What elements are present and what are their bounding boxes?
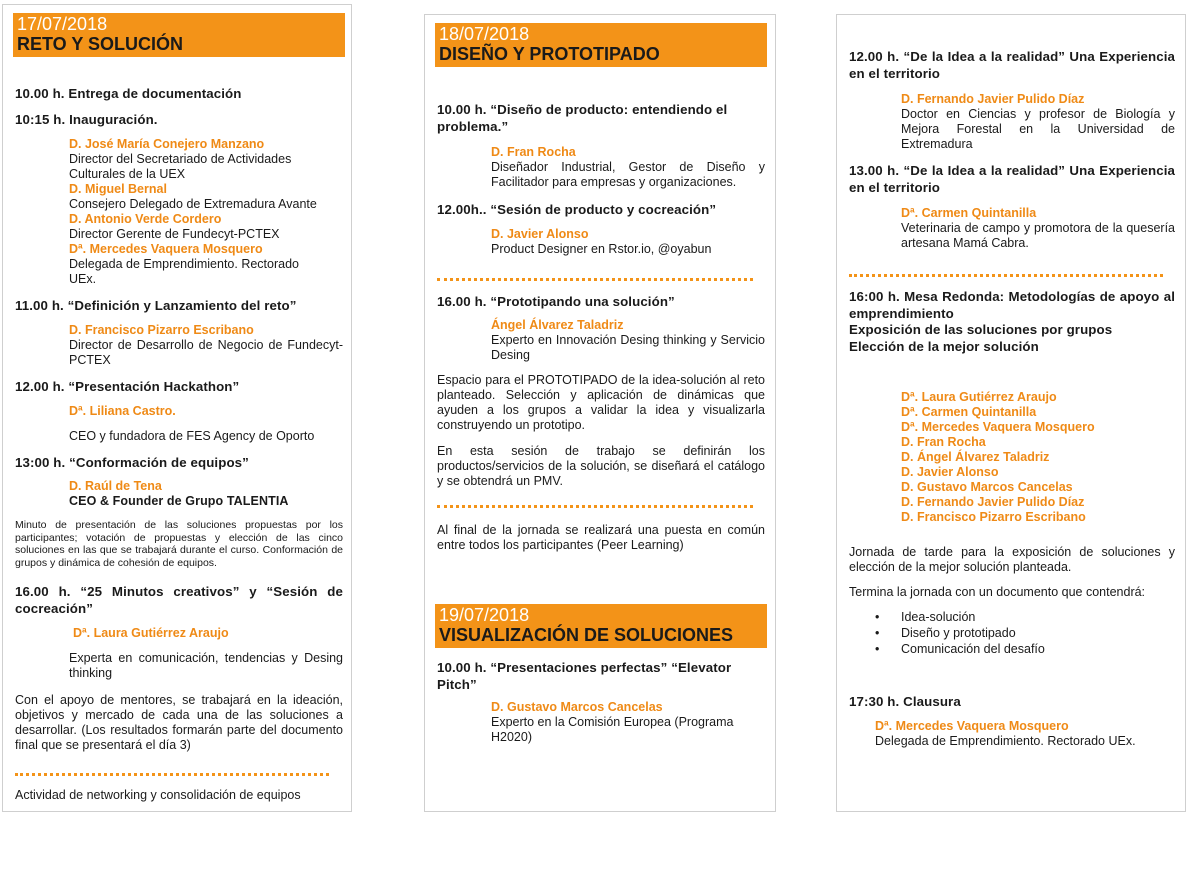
panelist-name: D. Ángel Álvarez Taladriz [901,450,1050,464]
speaker-role: CEO & Founder de Grupo TALENTIA [69,494,289,508]
panelist-name: Dª. Mercedes Vaquera Mosquero [901,420,1095,434]
panelist-name: Dª. Laura Gutiérrez Araujo [901,390,1057,404]
speaker [491,700,765,745]
list-item: • Comunicación del desafío [875,641,1165,657]
panelist-name: D. Gustavo Marcos Cancelas [901,480,1073,494]
speaker-role: Consejero Delegado de Extremadura Avante [69,197,317,211]
session-heading: 12.00 h. “Presentación Hackathon” [15,379,240,394]
session-heading: 13:00 h. “Conformación de equipos” [15,455,249,470]
round-table-panelists [901,390,1175,525]
panel-day-2 [424,14,776,812]
speaker-name: D. José María Conejero Manzano [69,137,265,151]
speaker-name: D. Miguel Bernal [69,182,167,196]
speaker-role: Diseñador Industrial, Gestor de Diseño y Facilitador para empresas y organizaciones. [491,160,765,189]
session-heading: 17:30 h. Clausura [849,694,961,709]
session-note: Minuto de presentación de las soluciones propuestas por los participantes; votación de propuestas y elección de las cinco soluciones en las que se trabajará durante el curso. Conformación de grupos y dinámica de cohesión de equipos. [15,519,343,569]
session-description: Al final de la jornada se realizará una puesta en común entre todos los participantes (Peer Learning) [437,523,765,552]
speaker-role: Veterinaria de campo y promotora de la quesería artesana Mamá Cabra. [901,221,1175,250]
session-heading: Exposición de las soluciones por grupos [849,322,1113,337]
speaker [491,145,765,190]
panelist-name: D. Fran Rocha [901,435,986,449]
speaker-role: Director del Secretariado de Actividades Culturales de la UEX [69,152,292,181]
session-heading: 11.00 h. “Definición y Lanzamiento del reto” [15,298,297,313]
speaker-name: Ángel Álvarez Taladriz [491,318,624,332]
day-1-header [13,13,345,57]
session-description: Jornada de tarde para la exposición de soluciones y elección de la mejor solución planteada. [849,545,1175,574]
session-heading: 10:15 h. Inauguración. [15,112,158,127]
session-heading: 10.00 h. “Diseño de producto: entendiendo el problema.” [437,102,728,134]
panelist-name: D. Fernando Javier Pulido Díaz [901,495,1085,509]
speaker-list [69,137,345,287]
day-2-header [435,23,767,67]
session-heading: 16.00 h. “25 Minutos creativos” y “Sesión de cocreación” [15,584,343,616]
speaker-role: Director Gerente de Fundecyt-PCTEX [69,227,280,241]
speaker-name: Dª. Liliana Castro. [69,404,176,418]
speaker-name: D. Antonio Verde Cordero [69,212,222,226]
speaker-name: D. Javier Alonso [491,227,589,241]
deliverables-list [875,609,1165,657]
session-description: Con el apoyo de mentores, se trabajará en la ideación, objetivos y mercado de cada una de las soluciones a desarrollar. (Los resultados formarán parte del documento final que se presentará el día 3) [15,693,343,752]
speaker-name: D. Francisco Pizarro Escribano [69,323,254,337]
list-item: • Diseño y prototipado [875,625,1165,641]
session-description: En esta sesión de trabajo se definirán los productos/servicios de la solución, se diseñará el catálogo y se obtendrá un PMV. [437,444,765,488]
day-3-date: 19/07/2018 [439,605,530,625]
speaker [875,719,1175,749]
speaker-role: Experta en comunicación, tendencias y Desing thinking [69,651,343,680]
speaker-role: Product Designer en Rstor.io, @oyabun [491,242,712,256]
day-2-date: 18/07/2018 [439,24,530,44]
day-3-title: VISUALIZACIÓN DE SOLUCIONES [439,625,734,645]
list-item: • Idea-solución [875,609,1165,625]
session-heading: 16:00 h. Mesa Redonda: Metodologías de apoyo al emprendimiento [849,289,1175,321]
dotted-divider [849,274,1163,277]
session-description: Espacio para el PROTOTIPADO de la idea-solución al reto planteado. Selección y aplicación de dinámicas que ayuden a los grupos a validar la idea y visualizarla construyendo un prototipo. [437,373,765,432]
dotted-divider [15,773,329,776]
speaker-role: CEO y fundadora de FES Agency de Oporto [69,429,315,443]
session-heading: 10.00 h. Entrega de documentación [15,86,242,101]
session-heading: Elección de la mejor solución [849,339,1039,354]
speaker-role: Experto en Innovación Desing thinking y Servicio Desing [491,333,765,362]
speaker-name: Dª. Laura Gutiérrez Araujo [73,626,229,640]
speaker-name: D. Gustavo Marcos Cancelas [491,700,663,714]
day-1-date: 17/07/2018 [17,14,108,34]
speaker [491,227,765,257]
speaker-role: Doctor en Ciencias y profesor de Biología y Mejora Forestal en la Universidad de Extremadura [901,107,1175,151]
speaker-role: Director de Desarrollo de Negocio de Fundecyt-PCTEX [69,338,343,367]
session-description: Termina la jornada con un documento que contendrá: [849,585,1146,599]
session-heading: 13.00 h. “De la Idea a la realidad” Una Experiencia en el territorio [849,163,1175,195]
speaker-name: Dª. Mercedes Vaquera Mosquero [69,242,263,256]
dotted-divider [437,505,753,508]
day-1-title: RETO Y SOLUCIÓN [17,34,184,54]
panelist-name: D. Francisco Pizarro Escribano [901,510,1086,524]
session-heading: 10.00 h. “Presentaciones perfectas” “Elevator Pitch” [437,660,732,692]
speaker-name: Dª. Mercedes Vaquera Mosquero [875,719,1069,733]
speaker [901,206,1175,251]
closing-activity: Actividad de networking y consolidación de equipos [15,788,301,802]
dotted-divider [437,278,753,281]
speaker [69,323,343,368]
panel-day-3-continued [836,14,1186,812]
session-heading: 16.00 h. “Prototipando una solución” [437,294,675,309]
speaker-name: D. Fran Rocha [491,145,576,159]
speaker [491,318,765,363]
panelist-name: Dª. Carmen Quintanilla [901,405,1037,419]
speaker-name: D. Fernando Javier Pulido Díaz [901,92,1085,106]
session-heading: 12.00 h. “De la Idea a la realidad” Una Experiencia en el territorio [849,49,1175,81]
panelist-name: D. Javier Alonso [901,465,999,479]
speaker-role: Delegada de Emprendimiento. Rectorado UEx. [875,734,1136,748]
session-heading: 12.00h.. “Sesión de producto y cocreación” [437,202,717,217]
speaker-name: D. Raúl de Tena [69,479,162,493]
day-3-header [435,604,767,648]
panel-day-1 [2,4,352,812]
speaker-name: Dª. Carmen Quintanilla [901,206,1037,220]
speaker-role: Delegada de Emprendimiento. Rectorado UEx. [69,257,299,286]
day-2-title: DISEÑO Y PROTOTIPADO [439,44,660,64]
speaker [901,92,1175,152]
speaker-role: Experto en la Comisión Europea (Programa H2020) [491,715,734,744]
